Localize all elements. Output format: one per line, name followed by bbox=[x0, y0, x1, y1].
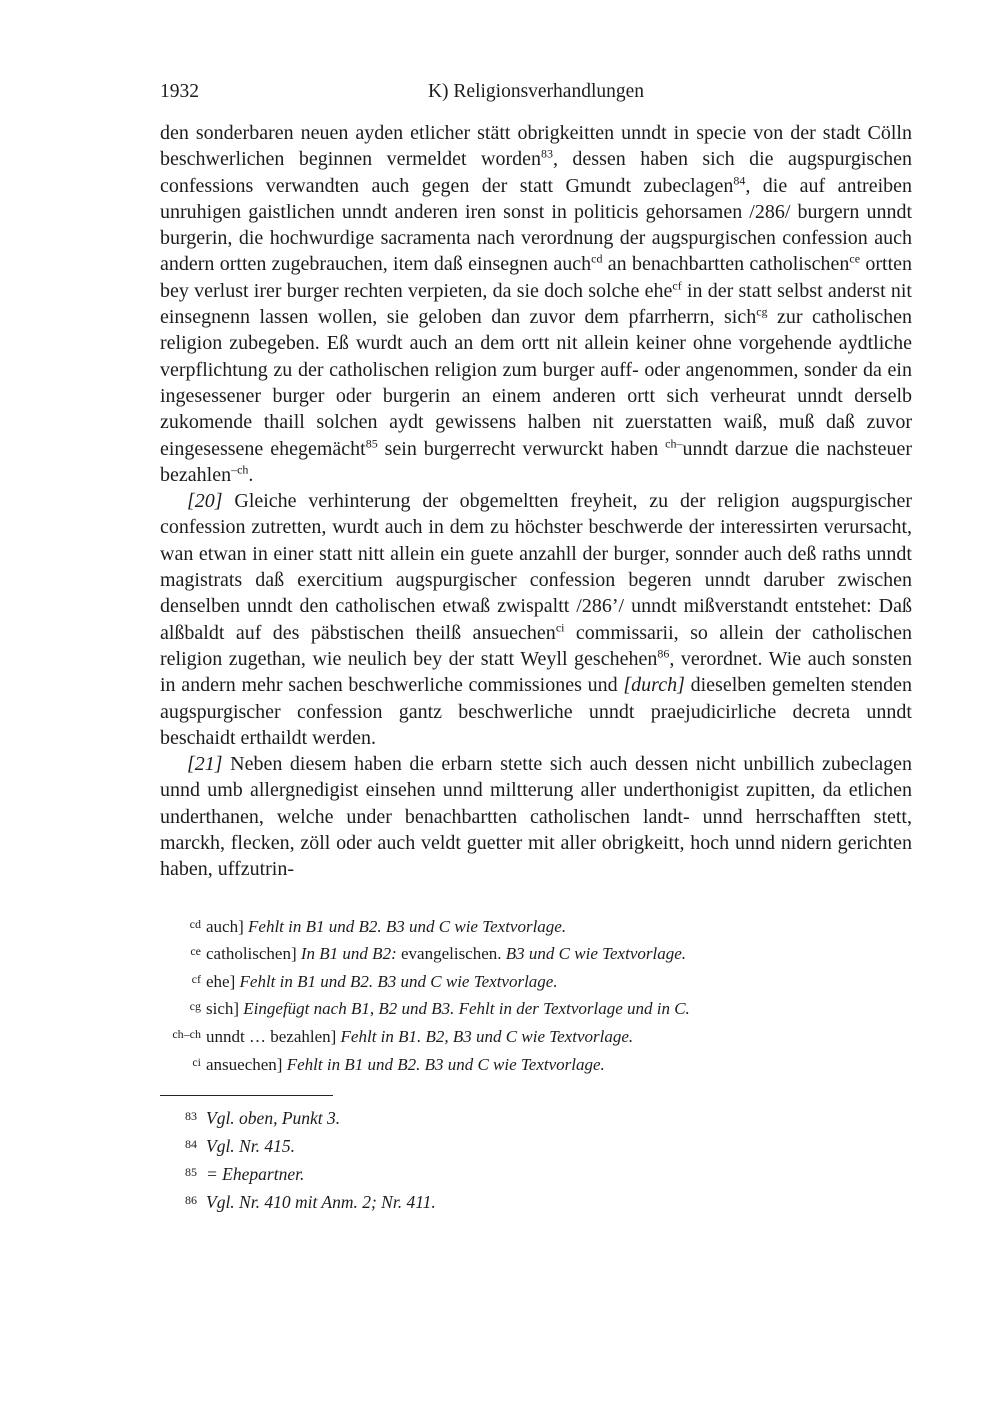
text-segment: Neben diesem haben die erbarn stette sich auch dessen nicht unbillich zubeclagen unnd umb allergnedigist einsehen unnd miltterung aller underthonigist zupitten, da etlichen underthanen, welche under benachbartten catholischen landt- unnd herrschafften stett, marckh, flecken, zöll oder auch veldt guetter mit aller obrigkeitt, hoch unnd nidern gerichten haben, uffzutrin- bbox=[160, 753, 912, 881]
text-segment: . bbox=[248, 463, 254, 486]
text-segment: , die auf antreiben unruhigen gaistlichen unndt anderen iren sonst in politicis gehorsamen /286/ burgern unndt burgerin, die hochwurdige sacramenta nach verordnung der augspurgischen confession auch andern ortten zugebrauchen, item daß einsegnen auch bbox=[160, 174, 913, 276]
apparatus-entry bbox=[160, 1052, 912, 1080]
apparatus-marker: cg bbox=[189, 999, 201, 1014]
apparatus-text bbox=[206, 996, 912, 1022]
text-segment: [durch] bbox=[623, 674, 685, 697]
text-segment: zur catholischen religion zubegeben. Eß wurdt auch an dem ortt nit allein keiner ohne vorgehende aydtliche verpflichtung zu der catholischen religion zum burger auff- oder angenommen, sonder da ein ingesessener burger oder burgerin an einem anderen ortt sich verheurat unndt derselb zukomende thaill solchen aydt gewissens halben nit zuerstatten waiß, muß daß zuvor eingesessene ehegemächt bbox=[160, 306, 912, 460]
footnote-number: 83 bbox=[185, 1109, 197, 1124]
text-segment: in der statt selbst anderst nit einsegnenn lassen wollen, sie geloben dan zuvor dem pfarrherrn, sich bbox=[160, 279, 912, 329]
apparatus-marker: cf bbox=[191, 971, 201, 986]
text-segment: ehe] bbox=[206, 971, 240, 991]
apparatus-marker: ch–ch bbox=[172, 1026, 201, 1041]
text-segment: sein burgerrecht verwurckt haben bbox=[377, 437, 666, 460]
footnote-text bbox=[206, 1189, 912, 1215]
text-segment: = Ehepartner. bbox=[206, 1164, 305, 1185]
footnote-reference: cd bbox=[591, 251, 603, 266]
apparatus-text bbox=[206, 1052, 912, 1078]
text-segment: , dessen haben sich die augspurgischen confessions verwandten auch gegen der statt Gmundt zubeclagen bbox=[160, 148, 912, 197]
text-segment: Vgl. Nr. 415. bbox=[206, 1136, 295, 1157]
paragraph bbox=[160, 488, 912, 751]
text-segment: Eingefügt nach B1, B2 und B3. Fehlt in der Textvorlage und in C. bbox=[243, 999, 690, 1019]
footnote-text bbox=[206, 1161, 912, 1187]
footnote-number: 85 bbox=[185, 1165, 197, 1180]
footnote-reference: cf bbox=[672, 278, 682, 293]
footnote-reference: 84 bbox=[733, 172, 746, 187]
footnote-number: 84 bbox=[185, 1137, 197, 1152]
text-segment: In B1 und B2: bbox=[300, 944, 397, 964]
footnote-reference: ch– bbox=[665, 435, 683, 450]
footnote-number: 86 bbox=[185, 1193, 197, 1208]
main-text-block bbox=[160, 120, 912, 883]
text-segment: Fehlt in B1. B2, B3 und C wie Textvorlage. bbox=[340, 1026, 634, 1046]
apparatus-entry bbox=[160, 1024, 912, 1052]
footnote-reference: 83 bbox=[540, 146, 553, 161]
text-segment: [21] bbox=[187, 753, 223, 776]
apparatus-entry bbox=[160, 914, 912, 942]
text-segment: commissarii, so allein der catholischen religion zugethan, wie neulich bey der statt Weyll geschehen bbox=[160, 621, 912, 670]
text-segment: unndt … bezahlen] bbox=[206, 1026, 341, 1046]
footnote-reference: ci bbox=[555, 619, 565, 634]
text-segment: , verordnet. Wie auch sonsten in andern mehr sachen beschwerliche commissiones und bbox=[160, 647, 912, 697]
footnote-text bbox=[206, 1133, 912, 1159]
apparatus-marker: ci bbox=[192, 1054, 201, 1069]
text-segment: Fehlt in B1 und B2. B3 und C wie Textvorlage. bbox=[248, 916, 567, 936]
text-segment: evangelischen. bbox=[396, 944, 506, 964]
apparatus-marker: ce bbox=[190, 944, 201, 959]
footnotes-block bbox=[160, 1105, 912, 1217]
paragraph bbox=[160, 120, 912, 488]
text-segment: catholischen] bbox=[206, 944, 301, 964]
apparatus-entry bbox=[160, 941, 912, 969]
apparatus-text bbox=[206, 914, 912, 940]
page-header bbox=[160, 80, 912, 104]
text-segment: Vgl. oben, Punkt 3. bbox=[206, 1108, 341, 1129]
text-segment: ansuechen] bbox=[206, 1054, 287, 1074]
text-segment: den sonderbaren neuen ayden etlicher stätt obrigkeitten unndt in specie von der stadt Cölln beschwerlichen beginnen vermeldet worden bbox=[160, 122, 912, 171]
footnote-entry bbox=[160, 1189, 912, 1217]
paragraph bbox=[160, 751, 912, 882]
apparatus-entry bbox=[160, 969, 912, 997]
footnote-text bbox=[206, 1105, 912, 1131]
text-segment: dieselben gemelten stenden augspurgischer confession gantz beschwerliche unndt praejudicirliche decreta unndt beschaidt erthaildt werden. bbox=[160, 674, 912, 749]
running-title: K) Religionsverhandlungen bbox=[427, 81, 645, 102]
footnote-reference: cg bbox=[756, 304, 768, 319]
footnote-reference: 86 bbox=[657, 646, 670, 661]
apparatus-marker: cd bbox=[189, 916, 201, 931]
footnote-reference: –ch bbox=[231, 462, 249, 477]
footnote-reference: ce bbox=[849, 251, 861, 266]
text-segment: Gleiche verhinterung der obgemeltten freyheit, zu der religion augspurgischer confession zutretten, wurdt auch in dem zu höchster beschwerde der interessirten verursacht, wan etwan in einer statt nitt allein ein guete anzahll der burger, sonnder auch deß raths unndt magistrats daß exercitium augspurgischer confession begeren unndt daruber zwischen denselben unndt den catholischen etwaß zwispaltt /286’/ unndt mißverstandt entstehet: Daß alßbaldt auf des päbstischen theilß ansuechen bbox=[160, 490, 912, 644]
text-segment: Vgl. Nr. 410 mit Anm. 2; Nr. 411. bbox=[206, 1192, 436, 1213]
page-number: 1932 bbox=[160, 81, 199, 102]
apparatus-text bbox=[206, 969, 912, 995]
apparatus-text bbox=[206, 1024, 912, 1050]
text-segment: ortten bey verlust irer burger rechten verpieten, da sie doch solche ehe bbox=[160, 253, 913, 302]
critical-apparatus bbox=[160, 914, 912, 1080]
text-segment: B3 und C wie Textvorlage. bbox=[505, 944, 686, 964]
apparatus-text bbox=[206, 941, 912, 967]
text-column bbox=[160, 80, 912, 1217]
text-segment: sich] bbox=[206, 999, 244, 1019]
footnote-entry bbox=[160, 1133, 912, 1161]
text-segment: Fehlt in B1 und B2. B3 und C wie Textvorlage. bbox=[239, 971, 558, 991]
footnote-reference: 85 bbox=[365, 435, 378, 450]
text-segment: unndt darzue die nachsteuer bezahlen bbox=[160, 437, 912, 486]
footnote-entry bbox=[160, 1105, 912, 1133]
text-segment: an benachbartten catholischen bbox=[602, 253, 850, 276]
text-segment: [20] bbox=[187, 490, 223, 513]
footnote-entry bbox=[160, 1161, 912, 1189]
text-segment: Fehlt in B1 und B2. B3 und C wie Textvorlage. bbox=[286, 1054, 605, 1074]
apparatus-entry bbox=[160, 996, 912, 1024]
footnote-separator-rule bbox=[160, 1095, 333, 1096]
text-segment: auch] bbox=[206, 916, 249, 936]
